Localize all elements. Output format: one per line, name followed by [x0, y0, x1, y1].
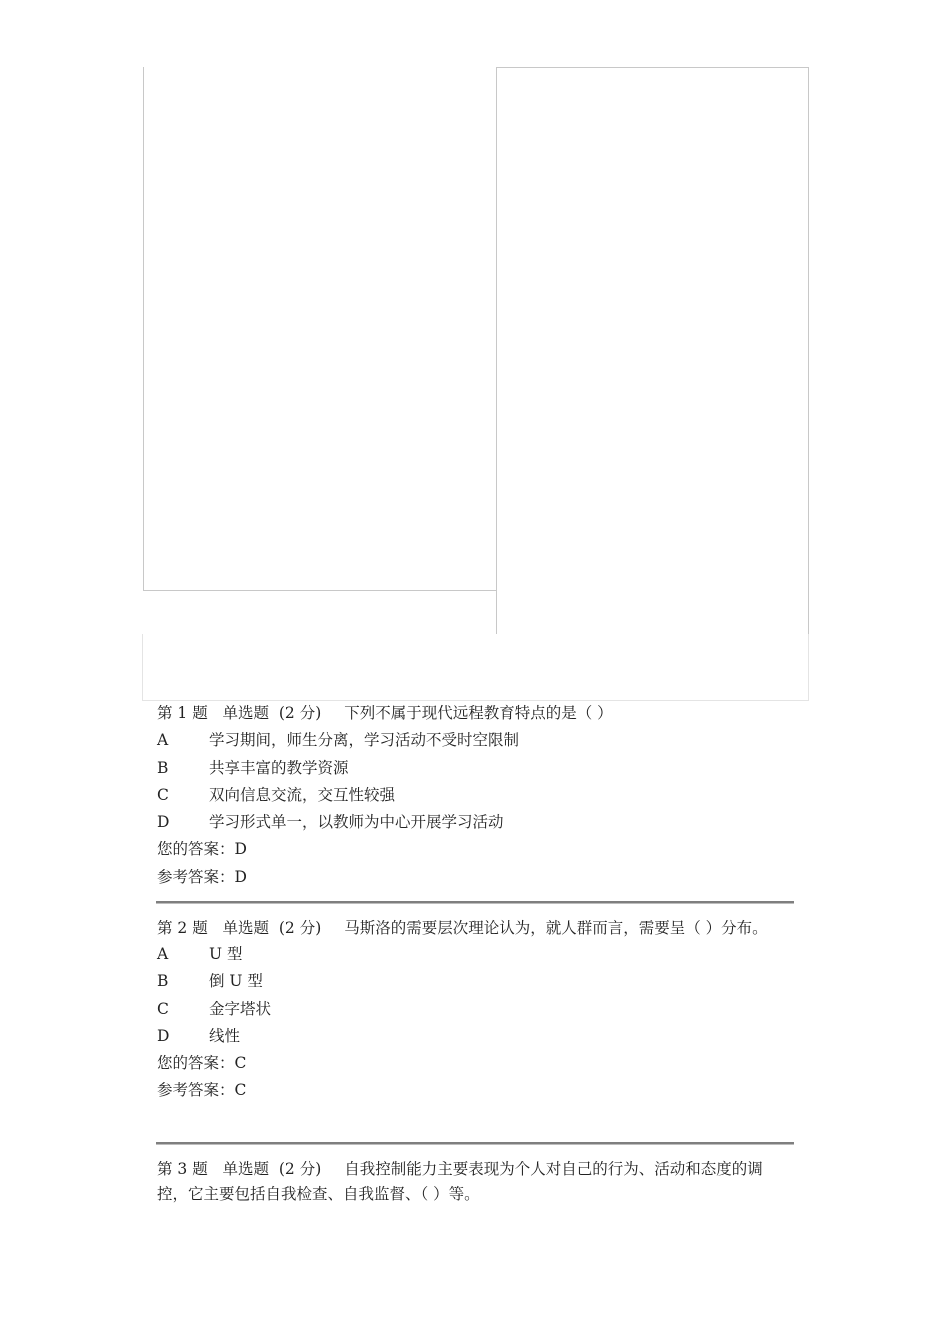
- question-separator: [156, 1142, 794, 1145]
- your-answer: 您的答案：C: [157, 1054, 247, 1073]
- option-c[interactable]: [157, 782, 793, 809]
- option-text: U 型: [209, 945, 243, 963]
- question-type: 单选题: [222, 704, 270, 722]
- option-a[interactable]: [157, 727, 793, 754]
- question-type: 单选题: [222, 919, 270, 937]
- option-text: 学习形式单一，以教师为中心开展学习活动: [209, 813, 504, 832]
- question-header: [157, 1157, 793, 1207]
- question-number: 第 1 题: [157, 704, 208, 722]
- option-text: 金字塔状: [209, 999, 272, 1018]
- question-3: [157, 1157, 793, 1207]
- option-b[interactable]: [157, 755, 793, 782]
- embedded-frame-bottom: [142, 634, 809, 701]
- option-b[interactable]: [157, 968, 793, 995]
- option-letter: B: [157, 758, 169, 777]
- question-score: (2 分): [278, 919, 322, 937]
- question-text: 自我控制能力主要表现为个人对自己的行为、活动和态度的调控，它主要包括自我检查、自我监督、（ ）等。: [157, 1160, 763, 1203]
- question-number: 第 2 题: [157, 919, 208, 937]
- reference-answer: 参考答案：C: [157, 1081, 247, 1100]
- question-score: (2 分): [278, 704, 322, 722]
- reference-answer: 参考答案：D: [157, 867, 247, 886]
- embedded-frame-right: [496, 67, 809, 634]
- option-letter: A: [157, 731, 169, 750]
- question-text: 马斯洛的需要层次理论认为，就人群而言，需要呈（ ）分布。: [344, 919, 768, 937]
- question-type: 单选题: [222, 1160, 270, 1178]
- question-header: [157, 916, 793, 941]
- option-letter: D: [157, 813, 170, 832]
- option-d[interactable]: [157, 1023, 793, 1050]
- option-letter: C: [157, 999, 169, 1018]
- option-text: 线性: [209, 1026, 241, 1045]
- option-d[interactable]: [157, 809, 793, 836]
- option-letter: D: [157, 1026, 170, 1045]
- option-letter: A: [157, 945, 169, 963]
- option-text: 倒 U 型: [209, 972, 263, 991]
- question-score: (2 分): [278, 1160, 322, 1178]
- option-text: 学习期间，师生分离，学习活动不受时空限制: [209, 731, 520, 750]
- question-text: 下列不属于现代远程教育特点的是（ ）: [344, 704, 613, 722]
- option-letter: C: [157, 785, 169, 804]
- question-header: [157, 700, 793, 727]
- option-text: 双向信息交流，交互性较强: [209, 785, 396, 804]
- question-separator: [156, 901, 794, 904]
- option-text: 共享丰富的教学资源: [209, 758, 349, 777]
- option-letter: B: [157, 972, 169, 991]
- option-a[interactable]: [157, 941, 793, 968]
- question-number: 第 3 题: [157, 1160, 208, 1178]
- question-2: [157, 916, 793, 1105]
- embedded-frame-left: [143, 67, 497, 591]
- your-answer: 您的答案：D: [157, 840, 247, 859]
- option-c[interactable]: [157, 996, 793, 1023]
- question-1: [157, 700, 793, 891]
